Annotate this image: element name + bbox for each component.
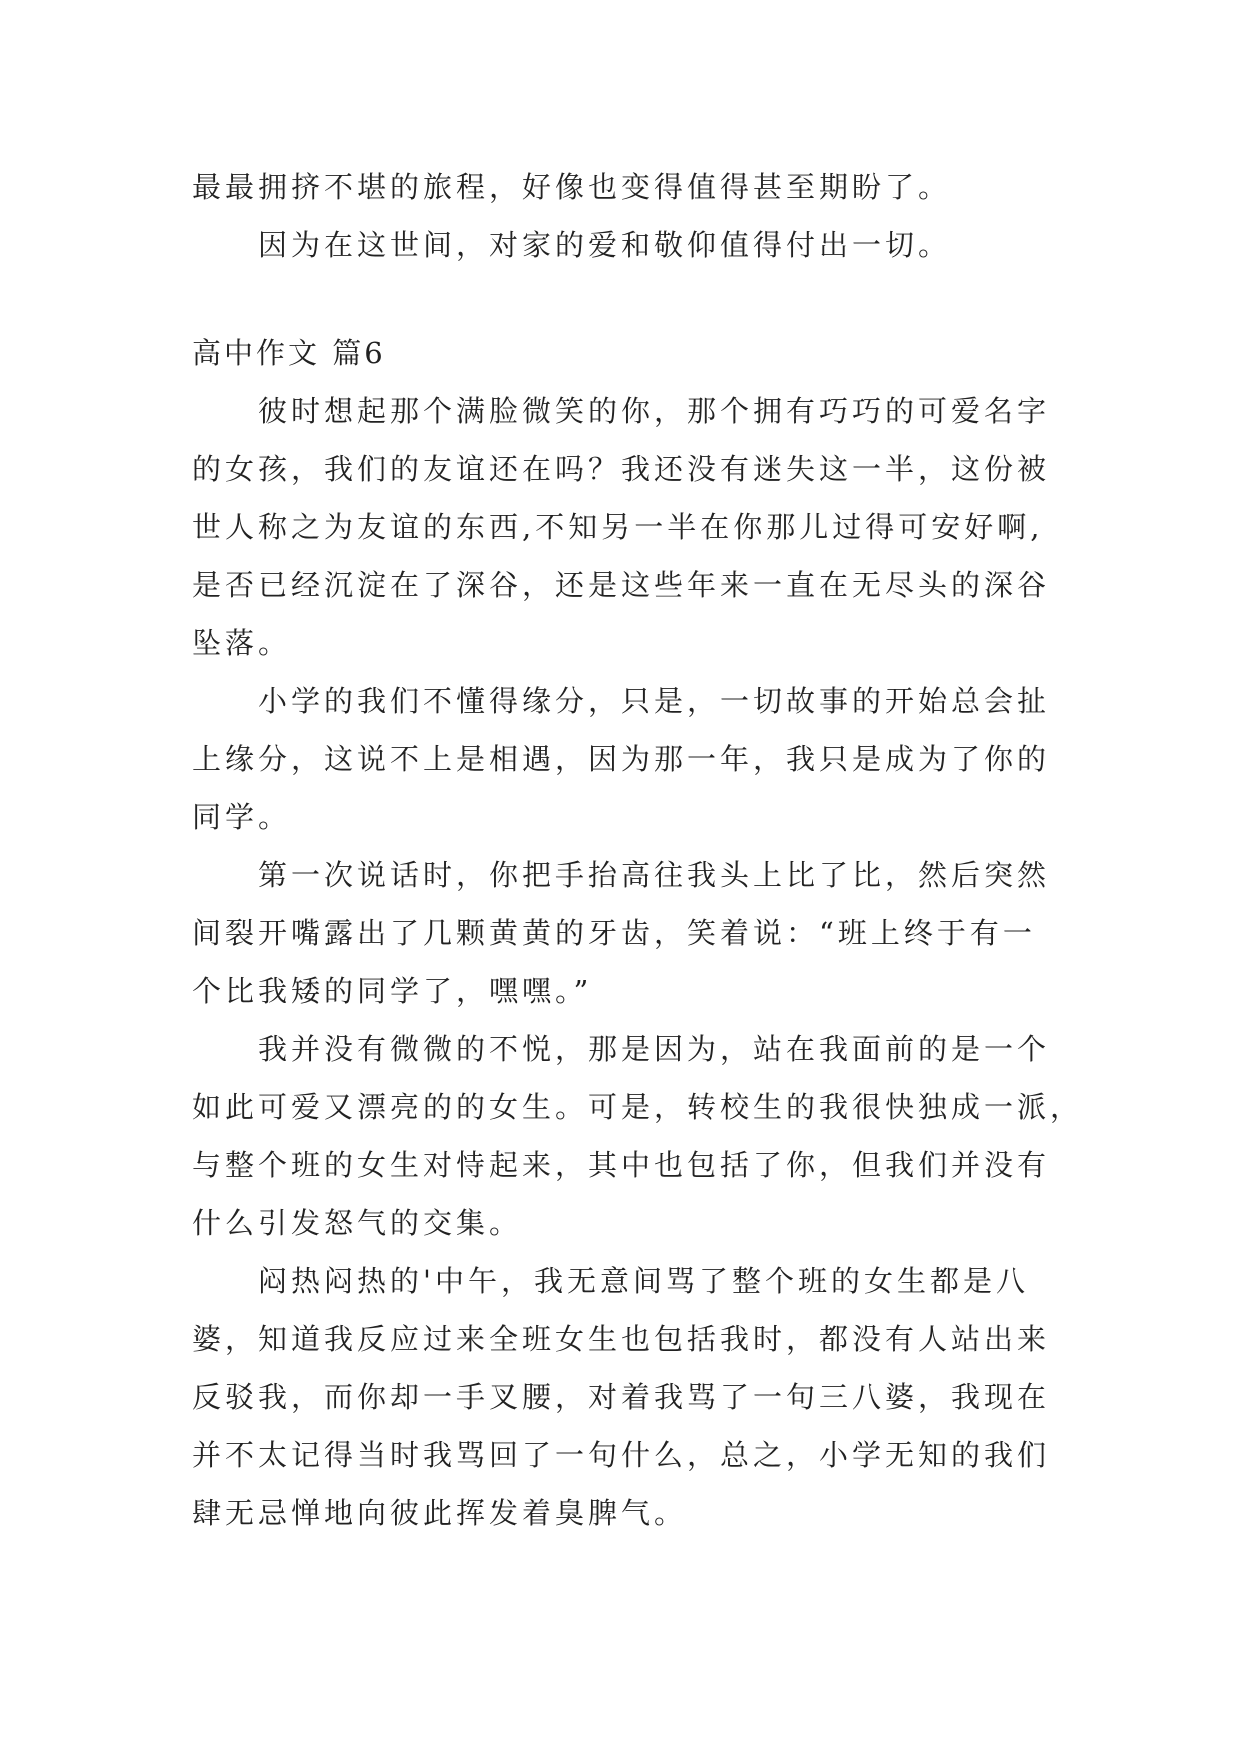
paragraph-line: 肆无忌惮地向彼此挥发着臭脾气。 [192, 1496, 688, 1530]
paragraph [192, 1252, 1054, 1542]
paragraph-line: 坠落。 [192, 626, 292, 660]
paragraph-line: 什么引发怒气的交集。 [192, 1206, 523, 1240]
paragraph-line: 婆，知道我反应过来全班女生也包括我时，都没有人站出来 [192, 1322, 1051, 1356]
paragraph-line: 间裂开嘴露出了几颗黄黄的牙齿，笑着说：“班上终于有一 [192, 916, 1036, 950]
paragraph-line: 并不太记得当时我骂回了一句什么，总之，小学无知的我们 [192, 1438, 1051, 1472]
paragraph-line: 与整个班的女生对恃起来，其中也包括了你，但我们并没有 [192, 1148, 1051, 1182]
paragraph-line: 上缘分，这说不上是相遇，因为那一年，我只是成为了你的 [192, 742, 1051, 776]
paragraph [192, 382, 1054, 672]
intro-line: 最最拥挤不堪的旅程，好像也变得值得甚至期盼了。 [192, 170, 952, 204]
section-gap [192, 274, 1054, 324]
document-body [192, 158, 1084, 1542]
intro-line: 因为在这世间，对家的爱和敬仰值得付出一切。 [258, 228, 952, 262]
paragraph [192, 1020, 1084, 1252]
paragraph-line: 闷热闷热的'中午，我无意间骂了整个班的女生都是八 [258, 1264, 1029, 1298]
paragraph-line: 是否已经沉淀在了深谷，还是这些年来一直在无尽头的深谷 [192, 568, 1051, 602]
paragraph-line: 如此可爱又漂亮的的女生。可是，转校生的我很快独成一派， [192, 1090, 1084, 1124]
paragraph-line: 个比我矮的同学了，嘿嘿。” [192, 974, 593, 1008]
paragraph-line: 反驳我，而你却一手叉腰，对着我骂了一句三八婆，我现在 [192, 1380, 1051, 1414]
section-title: 高中作文 篇6 [192, 336, 386, 370]
paragraph-line: 彼时想起那个满脸微笑的你，那个拥有巧巧的可爱名字 [258, 394, 1051, 428]
paragraph [192, 672, 1054, 846]
paragraph-line: 第一次说话时，你把手抬高往我头上比了比，然后突然 [258, 858, 1051, 892]
paragraph-line: 同学。 [192, 800, 292, 834]
paragraph-line: 我并没有微微的不悦，那是因为，站在我面前的是一个 [258, 1032, 1051, 1066]
paragraph-line: 世人称之为友谊的东西,不知另一半在你那儿过得可安好啊, [192, 510, 1044, 544]
paragraph-line: 的女孩，我们的友谊还在吗？我还没有迷失这一半，这份被 [192, 452, 1051, 486]
paragraph [192, 846, 1054, 1020]
paragraph-line: 小学的我们不懂得缘分，只是，一切故事的开始总会扯 [258, 684, 1051, 718]
